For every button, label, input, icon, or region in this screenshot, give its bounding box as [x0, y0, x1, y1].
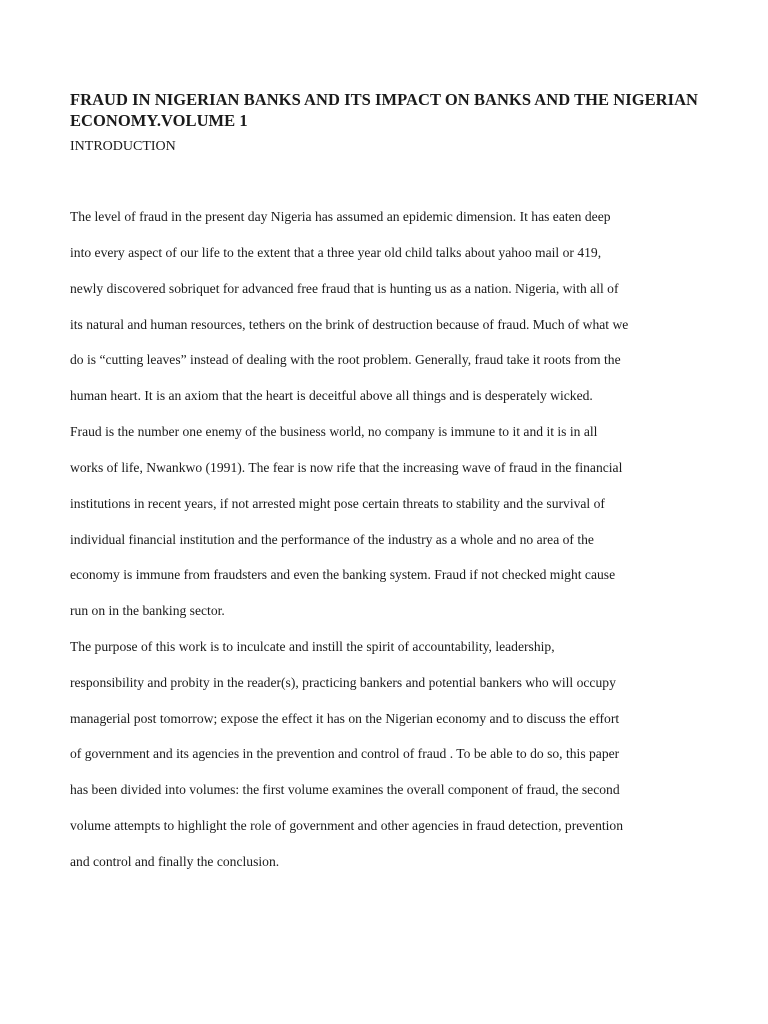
- text-line: newly discovered sobriquet for advanced free fraud that is hunting us as a nation. Nigeria, with all of: [70, 281, 619, 296]
- text-line: responsibility and probity in the reader(s), practicing bankers and potential bankers who will occupy: [70, 675, 616, 690]
- text-line: its natural and human resources, tethers on the brink of destruction because of fraud. Much of what we: [70, 317, 629, 332]
- text-line: do is “cutting leaves” instead of dealing with the root problem. Generally, fraud take it roots from the: [70, 352, 621, 367]
- text-line: works of life, Nwankwo (1991). The fear is now rife that the increasing wave of fraud in the financial: [70, 460, 623, 475]
- text-line: volume attempts to highlight the role of government and other agencies in fraud detection, prevention: [70, 818, 624, 833]
- text-line: Fraud is the number one enemy of the business world, no company is immune to it and it is in all: [70, 424, 598, 439]
- text-line: institutions in recent years, if not arrested might pose certain threats to stability and the survival of: [70, 496, 605, 511]
- text-line: managerial post tomorrow; expose the effect it has on the Nigerian economy and to discuss the effort: [70, 711, 620, 726]
- document-title: FRAUD IN NIGERIAN BANKS AND ITS IMPACT ON BANKS AND THE NIGERIAN ECONOMY.VOLUME 1: [70, 90, 698, 130]
- text-line: has been divided into volumes: the first volume examines the overall component of fraud, the second: [70, 782, 620, 797]
- text-line: into every aspect of our life to the extent that a three year old child talks about yahoo mail or 419,: [70, 245, 602, 260]
- text-line: human heart. It is an axiom that the heart is deceitful above all things and is desperately wicked.: [70, 388, 593, 403]
- section-heading: INTRODUCTION: [70, 139, 176, 154]
- text-line: The level of fraud in the present day Nigeria has assumed an epidemic dimension. It has eaten deep: [70, 209, 611, 224]
- text-line: run on in the banking sector.: [70, 603, 225, 618]
- text-line: individual financial institution and the performance of the industry as a whole and no area of the: [70, 532, 594, 547]
- text-line: economy is immune from fraudsters and even the banking system. Fraud if not checked might cause: [70, 567, 616, 582]
- text-line: The purpose of this work is to inculcate and instill the spirit of accountability, leadership,: [70, 639, 555, 654]
- text-line: of government and its agencies in the prevention and control of fraud . To be able to do so, this paper: [70, 746, 620, 761]
- text-line: and control and finally the conclusion.: [70, 854, 280, 869]
